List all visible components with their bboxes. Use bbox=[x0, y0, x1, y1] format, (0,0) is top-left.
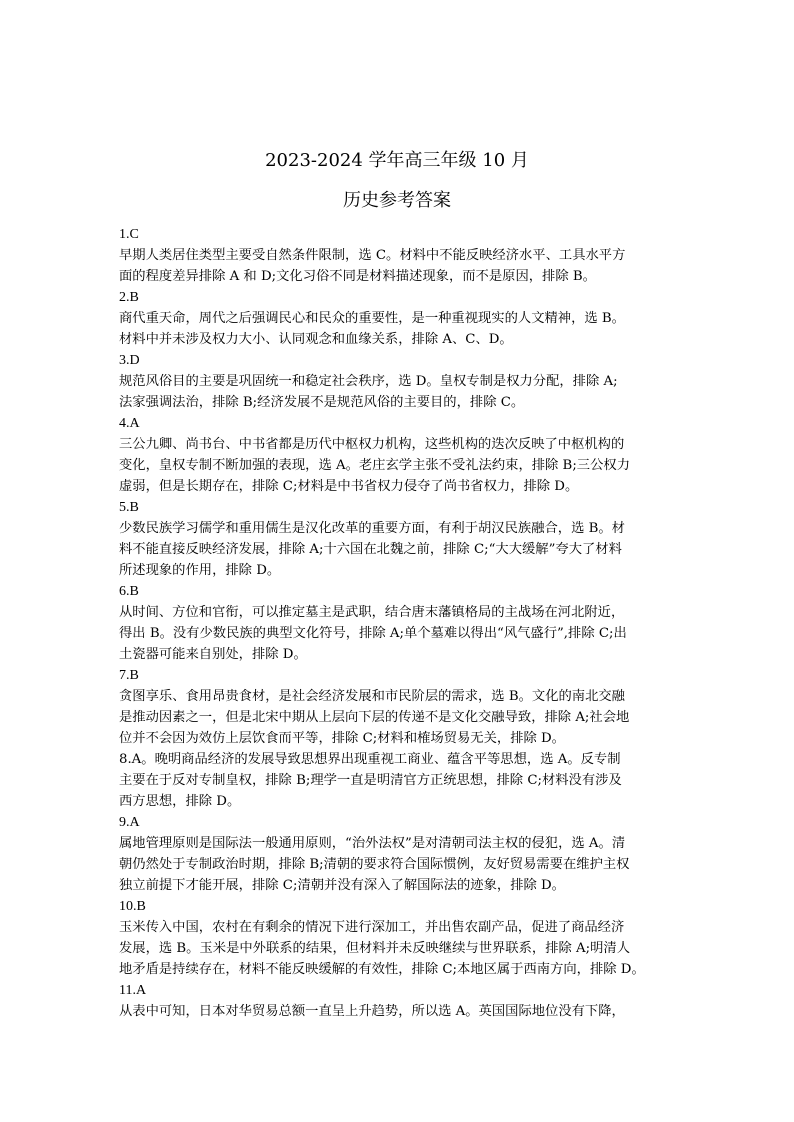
answer-number: 10.B bbox=[119, 899, 146, 914]
explanation-line: 主要在于反对专制皇权，排除 B;理学一直是明清官方正统思想，排除 C;材料没有涉及 bbox=[119, 773, 622, 788]
explanation-line: 属地管理原则是国际法一般通用原则，“治外法权”是对清朝司法主权的侵犯，选 A。清 bbox=[119, 836, 626, 851]
explanation-line: 玉米传入中国，农村在有剩余的情况下进行深加工，并出售农副产品，促进了商品经济 bbox=[119, 920, 625, 935]
explanation-line: 位并不会因为效仿上层饮食而平等，排除 C;材料和榷场贸易无关，排除 D。 bbox=[119, 731, 565, 746]
explanation-line: 从时间、方位和官衔，可以推定墓主是武职，结合唐末藩镇格局的主战场在河北附近， bbox=[119, 605, 625, 620]
answer-number: 4.A bbox=[119, 416, 140, 431]
explanation-line: 地矛盾是持续存在，材料不能反映缓解的有效性，排除 C;本地区属于西南方向，排除 D。 bbox=[119, 962, 645, 977]
explanation-line: 规范风俗目的主要是巩固统一和稳定社会秩序，选 D。皇权专制是权力分配，排除 A; bbox=[119, 374, 618, 389]
explanation-line: 西方思想，排除 D。 bbox=[119, 794, 241, 809]
explanation-line: 土瓷器可能来自别处，排除 D。 bbox=[119, 647, 307, 662]
answer-list bbox=[119, 224, 679, 1022]
explanation-line: 独立前提下才能开展，排除 C;清朝并没有深入了解国际法的迹象，排除 D。 bbox=[119, 878, 565, 893]
answer-item-5 bbox=[119, 497, 679, 581]
answer-number: 1.C bbox=[119, 227, 139, 242]
answer-item-11 bbox=[119, 980, 679, 1022]
explanation-text: 晚明商品经济的发展导致思想界出现重视工商业、蕴含平等思想，选 A。反专制 bbox=[154, 752, 621, 767]
answer-item-10 bbox=[119, 896, 679, 980]
answer-number: 8.A。 bbox=[119, 752, 155, 767]
answer-number: 3.D bbox=[119, 353, 140, 368]
answer-number: 6.B bbox=[119, 584, 139, 599]
explanation-line: 是推动因素之一，但是北宋中期从上层向下层的传递不是文化交融导致，排除 A;社会地 bbox=[119, 710, 630, 725]
answer-item-7 bbox=[119, 665, 679, 749]
answer-number: 9.A bbox=[119, 815, 140, 830]
explanation-line: 从表中可知，日本对华贸易总额一直呈上升趋势，所以选 A。英国国际地位没有下降， bbox=[119, 1004, 625, 1019]
answer-item-4 bbox=[119, 413, 679, 497]
answer-item-1 bbox=[119, 224, 679, 287]
answer-item-2 bbox=[119, 287, 679, 350]
explanation-line: 料不能直接反映经济发展，排除 A;十六国在北魏之前，排除 C;“大大缓解”夸大了材料 bbox=[119, 542, 622, 557]
explanation-line: 变化，皇权专制不断加强的表现，选 A。老庄玄学主张不受礼法约束，排除 B;三公权力 bbox=[119, 458, 630, 473]
subject-title: 历史参考答案 bbox=[343, 190, 451, 211]
exam-year-title: 2023-2024 学年高三年级 10 月 bbox=[265, 150, 529, 171]
explanation-line: 所述现象的作用，排除 D。 bbox=[119, 563, 281, 578]
answer-item-9 bbox=[119, 812, 679, 896]
explanation-line: 虚弱，但是长期存在，排除 C;材料是中书省权力侵夺了尚书省权力，排除 D。 bbox=[119, 479, 579, 494]
answer-number: 11.A bbox=[119, 983, 147, 998]
explanation-line: 早期人类居住类型主要受自然条件限制，选 C。材料中不能反映经济水平、工具水平方 bbox=[119, 248, 626, 263]
answer-item-3 bbox=[119, 350, 679, 413]
explanation-line: 发展，选 B。玉米是中外联系的结果，但材料并未反映继续与世界联系，排除 A;明清人 bbox=[119, 941, 630, 956]
explanation-line: 三公九卿、尚书台、中书省都是历代中枢权力机构，这些机构的迭次反映了中枢机构的 bbox=[119, 437, 625, 452]
explanation-line: 少数民族学习儒学和重用儒生是汉化改革的重要方面，有利于胡汉民族融合，选 B。材 bbox=[119, 521, 625, 536]
explanation-line: 得出 B。没有少数民族的典型文化符号，排除 A;单个墓难以得出“风气盛行”,排除 C;出 bbox=[119, 626, 627, 641]
answer-item-8 bbox=[119, 749, 679, 812]
explanation-line: 商代重天命，周代之后强调民心和民众的重要性，是一种重视现实的人文精神，选 B。 bbox=[119, 311, 625, 326]
explanation-line: 朝仍然处于专制政治时期，排除 B;清朝的要求符合国际惯例，友好贸易需要在维护主权 bbox=[119, 857, 630, 872]
explanation-line-first bbox=[119, 749, 679, 770]
answer-number: 2.B bbox=[119, 290, 139, 305]
explanation-line: 材料中并未涉及权力大小、认同观念和血缘关系，排除 A、C、D。 bbox=[119, 332, 513, 347]
answer-number: 5.B bbox=[119, 500, 139, 515]
explanation-line: 面的程度差异排除 A 和 D;文化习俗不同是材料描述现象，而不是原因，排除 B。 bbox=[119, 269, 596, 284]
explanation-line: 贪图享乐、食用昂贵食材，是社会经济发展和市民阶层的需求，选 B。文化的南北交融 bbox=[119, 689, 625, 704]
answer-number: 7.B bbox=[119, 668, 139, 683]
explanation-line: 法家强调法治，排除 B;经济发展不是规范风俗的主要目的，排除 C。 bbox=[119, 395, 525, 410]
answer-item-6 bbox=[119, 581, 679, 665]
